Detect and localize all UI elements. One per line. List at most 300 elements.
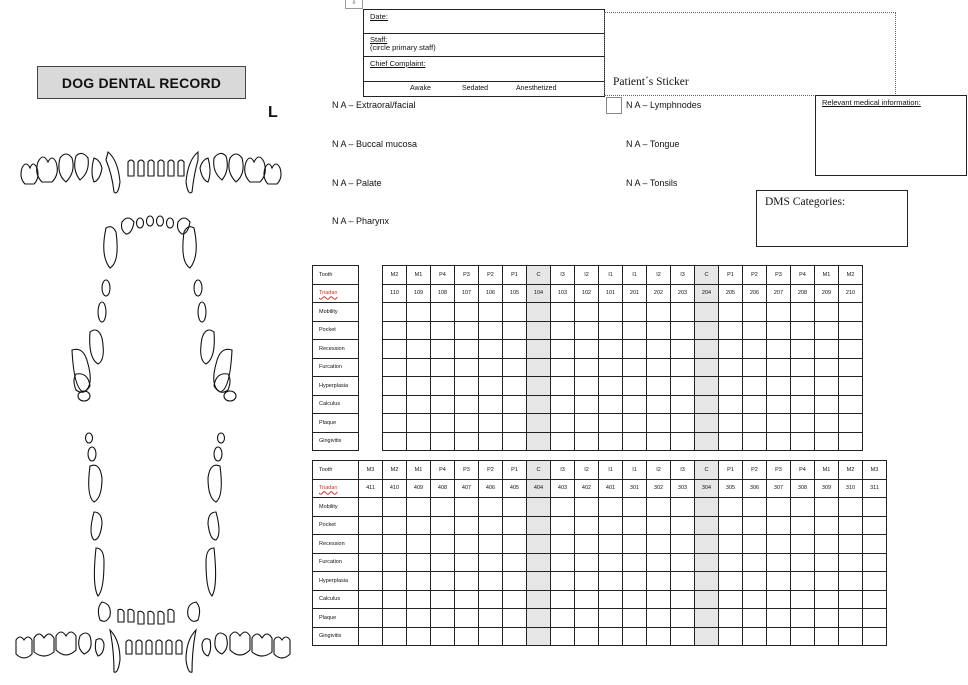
chief-complaint-field[interactable] xyxy=(364,57,604,82)
finding-input-cell[interactable] xyxy=(407,358,431,377)
finding-input-cell[interactable] xyxy=(863,572,887,591)
finding-input-cell[interactable] xyxy=(431,572,455,591)
finding-input-cell[interactable] xyxy=(431,358,455,377)
finding-input-cell[interactable] xyxy=(407,414,431,433)
finding-input-cell[interactable] xyxy=(431,535,455,554)
finding-input-cell[interactable] xyxy=(623,340,647,359)
finding-input-cell[interactable] xyxy=(695,516,719,535)
finding-input-cell[interactable] xyxy=(671,590,695,609)
finding-input-cell[interactable] xyxy=(407,572,431,591)
finding-input-cell[interactable] xyxy=(791,516,815,535)
finding-input-cell[interactable] xyxy=(503,432,527,451)
finding-input-cell[interactable] xyxy=(599,414,623,433)
finding-input-cell[interactable] xyxy=(695,627,719,646)
finding-input-cell[interactable] xyxy=(527,321,551,340)
finding-input-cell[interactable] xyxy=(815,498,839,517)
finding-input-cell[interactable] xyxy=(743,572,767,591)
finding-input-cell[interactable] xyxy=(695,414,719,433)
exam-lymphnodes[interactable]: N A – Lymphnodes xyxy=(626,100,702,110)
finding-input-cell[interactable] xyxy=(743,395,767,414)
finding-input-cell[interactable] xyxy=(791,377,815,396)
finding-input-cell[interactable] xyxy=(743,609,767,628)
finding-input-cell[interactable] xyxy=(767,572,791,591)
finding-input-cell[interactable] xyxy=(815,516,839,535)
finding-input-cell[interactable] xyxy=(551,340,575,359)
finding-input-cell[interactable] xyxy=(647,590,671,609)
finding-input-cell[interactable] xyxy=(599,590,623,609)
finding-input-cell[interactable] xyxy=(431,627,455,646)
finding-input-cell[interactable] xyxy=(503,590,527,609)
finding-input-cell[interactable] xyxy=(791,590,815,609)
finding-input-cell[interactable] xyxy=(647,414,671,433)
finding-input-cell[interactable] xyxy=(407,395,431,414)
finding-input-cell[interactable] xyxy=(503,395,527,414)
finding-input-cell[interactable] xyxy=(743,516,767,535)
finding-input-cell[interactable] xyxy=(767,432,791,451)
finding-input-cell[interactable] xyxy=(743,498,767,517)
finding-input-cell[interactable] xyxy=(623,303,647,322)
finding-input-cell[interactable] xyxy=(551,395,575,414)
finding-input-cell[interactable] xyxy=(503,516,527,535)
finding-input-cell[interactable] xyxy=(647,358,671,377)
finding-input-cell[interactable] xyxy=(695,535,719,554)
finding-input-cell[interactable] xyxy=(599,432,623,451)
finding-input-cell[interactable] xyxy=(671,432,695,451)
finding-input-cell[interactable] xyxy=(839,432,863,451)
finding-input-cell[interactable] xyxy=(479,321,503,340)
finding-input-cell[interactable] xyxy=(479,303,503,322)
finding-input-cell[interactable] xyxy=(383,395,407,414)
finding-input-cell[interactable] xyxy=(647,516,671,535)
finding-input-cell[interactable] xyxy=(455,377,479,396)
finding-input-cell[interactable] xyxy=(551,498,575,517)
finding-input-cell[interactable] xyxy=(383,498,407,517)
finding-input-cell[interactable] xyxy=(527,303,551,322)
finding-input-cell[interactable] xyxy=(527,358,551,377)
finding-input-cell[interactable] xyxy=(383,535,407,554)
finding-input-cell[interactable] xyxy=(455,572,479,591)
finding-input-cell[interactable] xyxy=(623,572,647,591)
finding-input-cell[interactable] xyxy=(455,303,479,322)
finding-input-cell[interactable] xyxy=(791,414,815,433)
finding-input-cell[interactable] xyxy=(671,414,695,433)
finding-input-cell[interactable] xyxy=(383,553,407,572)
finding-input-cell[interactable] xyxy=(383,414,407,433)
finding-input-cell[interactable] xyxy=(407,535,431,554)
finding-input-cell[interactable] xyxy=(431,303,455,322)
finding-input-cell[interactable] xyxy=(839,377,863,396)
finding-input-cell[interactable] xyxy=(743,414,767,433)
finding-input-cell[interactable] xyxy=(575,432,599,451)
finding-input-cell[interactable] xyxy=(815,377,839,396)
finding-input-cell[interactable] xyxy=(623,590,647,609)
finding-input-cell[interactable] xyxy=(503,358,527,377)
finding-input-cell[interactable] xyxy=(359,535,383,554)
staff-field[interactable] xyxy=(364,34,604,57)
finding-input-cell[interactable] xyxy=(383,627,407,646)
finding-input-cell[interactable] xyxy=(695,498,719,517)
finding-input-cell[interactable] xyxy=(455,590,479,609)
finding-input-cell[interactable] xyxy=(527,609,551,628)
finding-input-cell[interactable] xyxy=(647,340,671,359)
finding-input-cell[interactable] xyxy=(671,377,695,396)
finding-input-cell[interactable] xyxy=(671,358,695,377)
finding-input-cell[interactable] xyxy=(599,303,623,322)
finding-input-cell[interactable] xyxy=(407,303,431,322)
finding-input-cell[interactable] xyxy=(719,358,743,377)
finding-input-cell[interactable] xyxy=(575,498,599,517)
finding-input-cell[interactable] xyxy=(527,377,551,396)
finding-input-cell[interactable] xyxy=(647,572,671,591)
finding-input-cell[interactable] xyxy=(839,340,863,359)
finding-input-cell[interactable] xyxy=(839,303,863,322)
finding-input-cell[interactable] xyxy=(575,321,599,340)
finding-input-cell[interactable] xyxy=(407,590,431,609)
finding-input-cell[interactable] xyxy=(479,572,503,591)
finding-input-cell[interactable] xyxy=(815,627,839,646)
finding-input-cell[interactable] xyxy=(479,627,503,646)
finding-input-cell[interactable] xyxy=(359,572,383,591)
finding-input-cell[interactable] xyxy=(719,414,743,433)
finding-input-cell[interactable] xyxy=(359,498,383,517)
finding-input-cell[interactable] xyxy=(863,516,887,535)
finding-input-cell[interactable] xyxy=(383,377,407,396)
finding-input-cell[interactable] xyxy=(527,432,551,451)
finding-input-cell[interactable] xyxy=(599,395,623,414)
state-sedated[interactable]: Sedated xyxy=(462,85,489,92)
finding-input-cell[interactable] xyxy=(839,321,863,340)
finding-input-cell[interactable] xyxy=(527,627,551,646)
finding-input-cell[interactable] xyxy=(623,358,647,377)
finding-input-cell[interactable] xyxy=(719,572,743,591)
finding-input-cell[interactable] xyxy=(455,340,479,359)
finding-input-cell[interactable] xyxy=(671,627,695,646)
finding-input-cell[interactable] xyxy=(479,609,503,628)
finding-input-cell[interactable] xyxy=(791,321,815,340)
finding-input-cell[interactable] xyxy=(863,498,887,517)
finding-input-cell[interactable] xyxy=(527,498,551,517)
finding-input-cell[interactable] xyxy=(431,377,455,396)
finding-input-cell[interactable] xyxy=(791,535,815,554)
finding-input-cell[interactable] xyxy=(431,590,455,609)
finding-input-cell[interactable] xyxy=(431,340,455,359)
finding-input-cell[interactable] xyxy=(503,303,527,322)
finding-input-cell[interactable] xyxy=(551,535,575,554)
finding-input-cell[interactable] xyxy=(551,432,575,451)
finding-input-cell[interactable] xyxy=(623,627,647,646)
finding-input-cell[interactable] xyxy=(431,395,455,414)
finding-input-cell[interactable] xyxy=(599,358,623,377)
finding-input-cell[interactable] xyxy=(647,498,671,517)
finding-input-cell[interactable] xyxy=(743,627,767,646)
finding-input-cell[interactable] xyxy=(551,627,575,646)
finding-input-cell[interactable] xyxy=(575,572,599,591)
finding-input-cell[interactable] xyxy=(359,609,383,628)
finding-input-cell[interactable] xyxy=(479,516,503,535)
finding-input-cell[interactable] xyxy=(551,321,575,340)
finding-input-cell[interactable] xyxy=(599,498,623,517)
finding-input-cell[interactable] xyxy=(839,498,863,517)
finding-input-cell[interactable] xyxy=(551,609,575,628)
finding-input-cell[interactable] xyxy=(767,340,791,359)
finding-input-cell[interactable] xyxy=(599,321,623,340)
finding-input-cell[interactable] xyxy=(719,535,743,554)
finding-input-cell[interactable] xyxy=(815,553,839,572)
finding-input-cell[interactable] xyxy=(719,377,743,396)
finding-input-cell[interactable] xyxy=(479,498,503,517)
finding-input-cell[interactable] xyxy=(575,553,599,572)
finding-input-cell[interactable] xyxy=(599,516,623,535)
finding-input-cell[interactable] xyxy=(767,321,791,340)
finding-input-cell[interactable] xyxy=(839,609,863,628)
finding-input-cell[interactable] xyxy=(407,553,431,572)
finding-input-cell[interactable] xyxy=(767,377,791,396)
finding-input-cell[interactable] xyxy=(551,303,575,322)
finding-input-cell[interactable] xyxy=(719,516,743,535)
finding-input-cell[interactable] xyxy=(455,395,479,414)
finding-input-cell[interactable] xyxy=(599,535,623,554)
finding-input-cell[interactable] xyxy=(407,498,431,517)
finding-input-cell[interactable] xyxy=(767,303,791,322)
finding-input-cell[interactable] xyxy=(503,377,527,396)
finding-input-cell[interactable] xyxy=(551,377,575,396)
finding-input-cell[interactable] xyxy=(575,627,599,646)
finding-input-cell[interactable] xyxy=(815,321,839,340)
finding-input-cell[interactable] xyxy=(599,553,623,572)
finding-input-cell[interactable] xyxy=(383,590,407,609)
finding-input-cell[interactable] xyxy=(455,516,479,535)
dms-categories-box[interactable] xyxy=(756,190,908,247)
finding-input-cell[interactable] xyxy=(623,498,647,517)
finding-input-cell[interactable] xyxy=(527,395,551,414)
finding-input-cell[interactable] xyxy=(599,627,623,646)
finding-input-cell[interactable] xyxy=(599,609,623,628)
finding-input-cell[interactable] xyxy=(719,498,743,517)
finding-input-cell[interactable] xyxy=(647,535,671,554)
finding-input-cell[interactable] xyxy=(551,590,575,609)
finding-input-cell[interactable] xyxy=(815,590,839,609)
finding-input-cell[interactable] xyxy=(863,553,887,572)
finding-input-cell[interactable] xyxy=(791,498,815,517)
finding-input-cell[interactable] xyxy=(623,516,647,535)
finding-input-cell[interactable] xyxy=(383,609,407,628)
finding-input-cell[interactable] xyxy=(407,432,431,451)
finding-input-cell[interactable] xyxy=(839,516,863,535)
finding-input-cell[interactable] xyxy=(431,321,455,340)
finding-input-cell[interactable] xyxy=(671,340,695,359)
anchor-icon[interactable]: ⇩ xyxy=(345,0,363,9)
finding-input-cell[interactable] xyxy=(743,590,767,609)
finding-input-cell[interactable] xyxy=(863,590,887,609)
finding-input-cell[interactable] xyxy=(815,358,839,377)
finding-input-cell[interactable] xyxy=(767,590,791,609)
finding-input-cell[interactable] xyxy=(791,627,815,646)
finding-input-cell[interactable] xyxy=(455,609,479,628)
finding-input-cell[interactable] xyxy=(815,432,839,451)
finding-input-cell[interactable] xyxy=(527,553,551,572)
finding-input-cell[interactable] xyxy=(767,553,791,572)
finding-input-cell[interactable] xyxy=(839,590,863,609)
finding-input-cell[interactable] xyxy=(695,321,719,340)
finding-input-cell[interactable] xyxy=(479,395,503,414)
finding-input-cell[interactable] xyxy=(479,358,503,377)
finding-input-cell[interactable] xyxy=(767,516,791,535)
finding-input-cell[interactable] xyxy=(671,609,695,628)
finding-input-cell[interactable] xyxy=(359,553,383,572)
finding-input-cell[interactable] xyxy=(671,498,695,517)
finding-input-cell[interactable] xyxy=(695,377,719,396)
finding-input-cell[interactable] xyxy=(647,609,671,628)
finding-input-cell[interactable] xyxy=(647,553,671,572)
finding-input-cell[interactable] xyxy=(407,627,431,646)
finding-input-cell[interactable] xyxy=(527,516,551,535)
finding-input-cell[interactable] xyxy=(455,627,479,646)
finding-input-cell[interactable] xyxy=(503,414,527,433)
finding-input-cell[interactable] xyxy=(479,432,503,451)
finding-input-cell[interactable] xyxy=(863,535,887,554)
finding-input-cell[interactable] xyxy=(719,627,743,646)
finding-input-cell[interactable] xyxy=(479,590,503,609)
finding-input-cell[interactable] xyxy=(527,340,551,359)
finding-input-cell[interactable] xyxy=(503,321,527,340)
finding-input-cell[interactable] xyxy=(743,303,767,322)
finding-input-cell[interactable] xyxy=(719,590,743,609)
finding-input-cell[interactable] xyxy=(455,414,479,433)
date-field[interactable] xyxy=(364,10,604,34)
exam-tongue[interactable]: N A – Tongue xyxy=(626,139,680,149)
finding-input-cell[interactable] xyxy=(743,432,767,451)
finding-input-cell[interactable] xyxy=(647,377,671,396)
finding-input-cell[interactable] xyxy=(407,321,431,340)
finding-input-cell[interactable] xyxy=(383,358,407,377)
finding-input-cell[interactable] xyxy=(503,609,527,628)
state-anesthetized[interactable]: Anesthetized xyxy=(516,85,557,92)
finding-input-cell[interactable] xyxy=(455,535,479,554)
finding-input-cell[interactable] xyxy=(767,627,791,646)
finding-input-cell[interactable] xyxy=(647,321,671,340)
finding-input-cell[interactable] xyxy=(695,432,719,451)
finding-input-cell[interactable] xyxy=(671,535,695,554)
finding-input-cell[interactable] xyxy=(695,395,719,414)
finding-input-cell[interactable] xyxy=(791,609,815,628)
finding-input-cell[interactable] xyxy=(431,414,455,433)
finding-input-cell[interactable] xyxy=(815,535,839,554)
finding-input-cell[interactable] xyxy=(791,340,815,359)
finding-input-cell[interactable] xyxy=(695,609,719,628)
finding-input-cell[interactable] xyxy=(479,553,503,572)
finding-input-cell[interactable] xyxy=(839,553,863,572)
finding-input-cell[interactable] xyxy=(647,432,671,451)
finding-input-cell[interactable] xyxy=(575,590,599,609)
exam-pharynx[interactable]: N A – Pharynx xyxy=(332,216,390,226)
finding-input-cell[interactable] xyxy=(791,432,815,451)
finding-input-cell[interactable] xyxy=(767,498,791,517)
finding-input-cell[interactable] xyxy=(719,432,743,451)
finding-input-cell[interactable] xyxy=(695,553,719,572)
finding-input-cell[interactable] xyxy=(767,609,791,628)
finding-input-cell[interactable] xyxy=(695,572,719,591)
finding-input-cell[interactable] xyxy=(791,395,815,414)
finding-input-cell[interactable] xyxy=(503,340,527,359)
finding-input-cell[interactable] xyxy=(503,498,527,517)
finding-input-cell[interactable] xyxy=(791,303,815,322)
finding-input-cell[interactable] xyxy=(407,516,431,535)
finding-input-cell[interactable] xyxy=(623,432,647,451)
finding-input-cell[interactable] xyxy=(623,395,647,414)
finding-input-cell[interactable] xyxy=(383,516,407,535)
finding-input-cell[interactable] xyxy=(743,377,767,396)
finding-input-cell[interactable] xyxy=(455,321,479,340)
finding-input-cell[interactable] xyxy=(815,572,839,591)
finding-input-cell[interactable] xyxy=(527,414,551,433)
finding-input-cell[interactable] xyxy=(791,553,815,572)
state-awake[interactable]: Awake xyxy=(410,85,431,92)
finding-input-cell[interactable] xyxy=(863,609,887,628)
finding-input-cell[interactable] xyxy=(575,516,599,535)
finding-input-cell[interactable] xyxy=(479,535,503,554)
finding-input-cell[interactable] xyxy=(719,553,743,572)
finding-input-cell[interactable] xyxy=(839,535,863,554)
finding-input-cell[interactable] xyxy=(719,321,743,340)
finding-input-cell[interactable] xyxy=(743,340,767,359)
finding-input-cell[interactable] xyxy=(767,535,791,554)
finding-input-cell[interactable] xyxy=(599,340,623,359)
finding-input-cell[interactable] xyxy=(527,572,551,591)
exam-palate[interactable]: N A – Palate xyxy=(332,178,382,188)
finding-input-cell[interactable] xyxy=(719,303,743,322)
finding-input-cell[interactable] xyxy=(575,340,599,359)
finding-input-cell[interactable] xyxy=(839,572,863,591)
finding-input-cell[interactable] xyxy=(431,516,455,535)
finding-input-cell[interactable] xyxy=(839,358,863,377)
finding-input-cell[interactable] xyxy=(575,609,599,628)
finding-input-cell[interactable] xyxy=(815,609,839,628)
finding-input-cell[interactable] xyxy=(383,572,407,591)
finding-input-cell[interactable] xyxy=(503,553,527,572)
finding-input-cell[interactable] xyxy=(479,414,503,433)
finding-input-cell[interactable] xyxy=(719,609,743,628)
finding-input-cell[interactable] xyxy=(671,553,695,572)
finding-input-cell[interactable] xyxy=(623,321,647,340)
finding-input-cell[interactable] xyxy=(407,340,431,359)
finding-input-cell[interactable] xyxy=(599,377,623,396)
finding-input-cell[interactable] xyxy=(407,609,431,628)
finding-input-cell[interactable] xyxy=(719,395,743,414)
finding-input-cell[interactable] xyxy=(503,572,527,591)
finding-input-cell[interactable] xyxy=(815,340,839,359)
finding-input-cell[interactable] xyxy=(623,414,647,433)
finding-input-cell[interactable] xyxy=(575,358,599,377)
finding-input-cell[interactable] xyxy=(647,303,671,322)
exam-extraoral[interactable]: N A – Extraoral/facial xyxy=(332,100,416,110)
finding-input-cell[interactable] xyxy=(551,572,575,591)
finding-input-cell[interactable] xyxy=(383,432,407,451)
finding-input-cell[interactable] xyxy=(575,535,599,554)
finding-input-cell[interactable] xyxy=(743,553,767,572)
finding-input-cell[interactable] xyxy=(599,572,623,591)
finding-input-cell[interactable] xyxy=(359,590,383,609)
finding-input-cell[interactable] xyxy=(671,516,695,535)
finding-input-cell[interactable] xyxy=(551,553,575,572)
finding-input-cell[interactable] xyxy=(767,358,791,377)
finding-input-cell[interactable] xyxy=(383,321,407,340)
finding-input-cell[interactable] xyxy=(383,303,407,322)
finding-input-cell[interactable] xyxy=(407,377,431,396)
finding-input-cell[interactable] xyxy=(623,553,647,572)
finding-input-cell[interactable] xyxy=(671,303,695,322)
finding-input-cell[interactable] xyxy=(695,340,719,359)
finding-input-cell[interactable] xyxy=(815,414,839,433)
